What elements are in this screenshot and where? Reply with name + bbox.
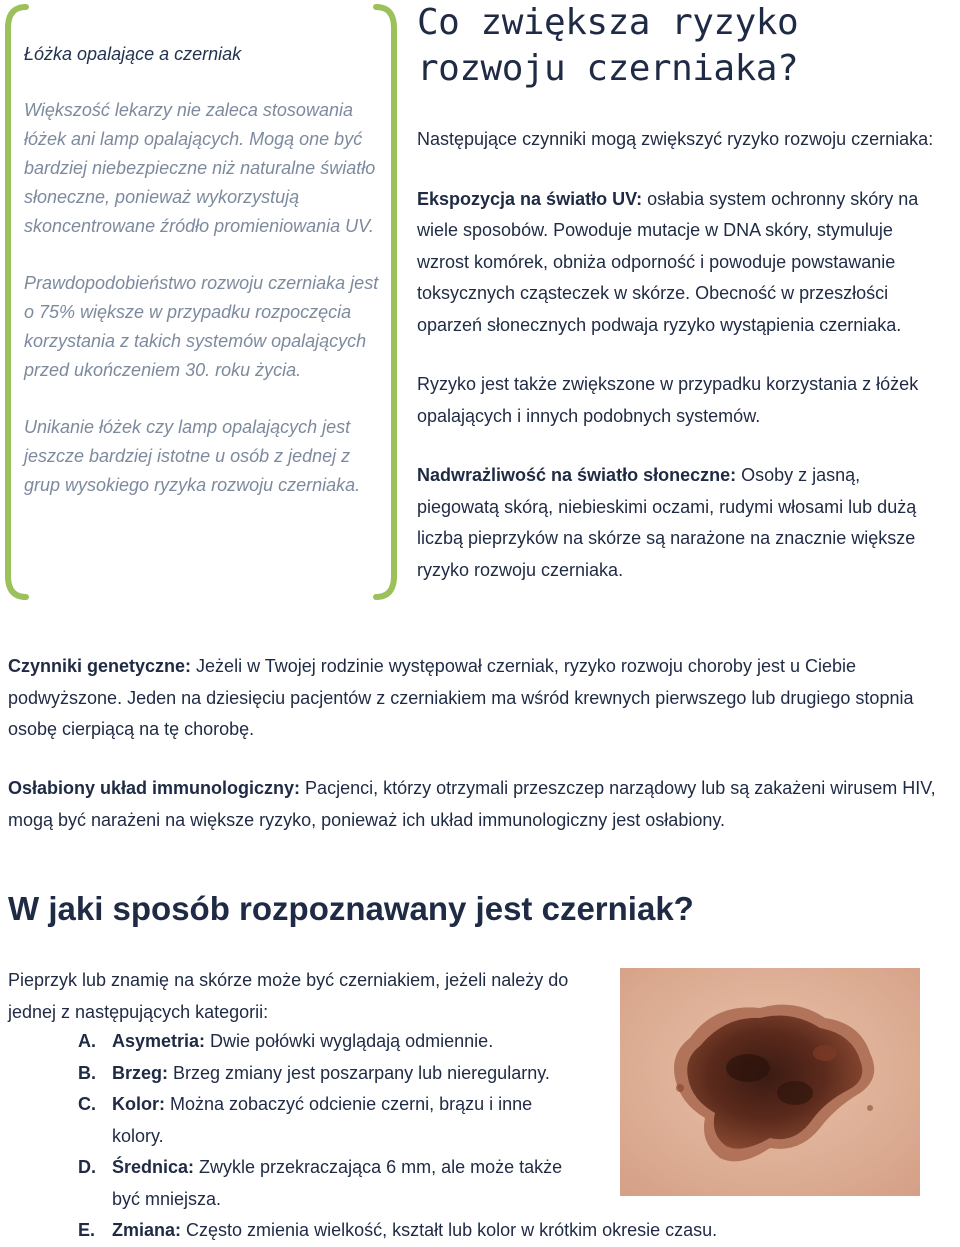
criteria-text: Dwie połówki wyglądają odmiennie.	[205, 1031, 494, 1051]
diagnosis-intro: Pieprzyk lub znamię na skórze może być czerniakiem, jeżeli należy do jednej z następujących kategorii:	[8, 970, 569, 1022]
uv-paragraph	[417, 184, 937, 342]
criteria-letter: A.	[78, 1031, 96, 1051]
criteria-item	[78, 1152, 582, 1215]
risk-section	[417, 0, 937, 614]
genetic-text: Jeżeli w Twojej rodzinie występował czerniak, ryzyko rozwoju choroby jest u Ciebie podwyższone. Jeden na dziesięciu pacjentów z czerniakiem ma wśród krewnych pierwszego lub drugiego stopnia osobę cierpiącą na tę chorobę.	[8, 656, 914, 739]
genetic-paragraph-wrap	[8, 651, 938, 746]
sidebar-box	[24, 40, 384, 528]
criteria-text: Można zobaczyć odcienie czerni, brązu i inne kolory.	[112, 1094, 533, 1146]
criteria-label: Zmiana:	[112, 1220, 182, 1240]
uv-text: osłabia system ochronny skóry na wiele sposobów. Powoduje mutacje w DNA skóry, stymuluje wzrost komórek, obniża odporność i powoduje powstawanie toksycznych cząsteczek w skórze. Obecność w przeszłości oparzeń słonecznych podwaja ryzyko wystąpienia czerniaka.	[417, 188, 919, 335]
criteria-item	[78, 1089, 582, 1152]
sidebar-paragraph: Unikanie łóżek czy lamp opalających jest jeszcze bardziej istotne u osób z jednej z grup wysokiego ryzyka rozwoju czerniaka.	[24, 417, 361, 495]
criteria-text: Często zmienia wielkość, kształt lub kolor w krótkim okresie czasu.	[181, 1220, 718, 1240]
criteria-label: Brzeg:	[112, 1062, 169, 1083]
diagnosis-heading: W jaki sposób rozpoznawany jest czerniak?	[8, 890, 694, 927]
genetic-paragraph	[8, 651, 938, 746]
criteria-letter: D.	[78, 1157, 96, 1177]
immune-label: Osłabiony układ immunologiczny:	[8, 778, 301, 798]
immune-text: Pacjenci, którzy otrzymali przeszczep narządowy lub są zakażeni wirusem HIV, mogą być narażeni na większe ryzyko, ponieważ ich układ immunologiczny jest osłabiony.	[8, 778, 936, 830]
criteria-letter: B.	[78, 1062, 96, 1083]
sensitivity-label: Nadwrażliwość na światło słoneczne:	[417, 465, 737, 485]
tanning-paragraph: Ryzyko jest także zwiększone w przypadku korzystania z łóżek opalających i innych podobnych systemów.	[417, 374, 919, 426]
risk-heading: Co zwiększa ryzyko rozwoju czerniaka?	[417, 2, 799, 89]
sidebar-paragraph: Większość lekarzy nie zaleca stosowania łóżek ani lamp opalających. Mogą one być bardziej niebezpieczne niż naturalne światło słoneczne, ponieważ wykorzystują skoncentrowane źródło promieniowania UV.	[24, 100, 376, 236]
criteria-text: Zwykle przekraczająca 6 mm, ale może także być mniejsza.	[112, 1157, 563, 1209]
risk-intro: Następujące czynniki mogą zwiększyć ryzyko rozwoju czerniaka:	[417, 129, 934, 149]
criteria-item	[78, 1215, 798, 1247]
criteria-label: Średnica:	[112, 1157, 195, 1177]
criteria-letter: E.	[78, 1220, 96, 1240]
sensitivity-text: Osoby z jasną, piegowatą skórą, niebieskimi oczami, rudymi włosami lub dużą liczbą pieprzyków na skórze są narażone na znacznie większe ryzyko rozwoju czerniaka.	[417, 465, 917, 580]
criteria-text: Brzeg zmiany jest poszarpany lub nieregularny.	[168, 1062, 550, 1083]
criteria-label: Asymetria:	[112, 1031, 206, 1051]
genetic-label: Czynniki genetyczne:	[8, 656, 192, 676]
criteria-label: Kolor:	[112, 1094, 165, 1114]
melanoma-mole-photo	[620, 968, 920, 1196]
criteria-letter: C.	[78, 1094, 96, 1114]
sidebar-title: Łóżka opalające a czerniak	[24, 44, 242, 64]
sensitivity-paragraph	[417, 460, 937, 586]
sidebar-paragraph: Prawdopodobieństwo rozwoju czerniaka jest o 75% większe w przypadku rozpoczęcia korzystania z takich systemów opalających przed ukończeniem 30. roku życia.	[24, 273, 379, 380]
immune-paragraph-wrap	[8, 773, 938, 836]
uv-label: Ekspozycja na światło UV:	[417, 188, 643, 209]
immune-paragraph	[8, 773, 938, 836]
